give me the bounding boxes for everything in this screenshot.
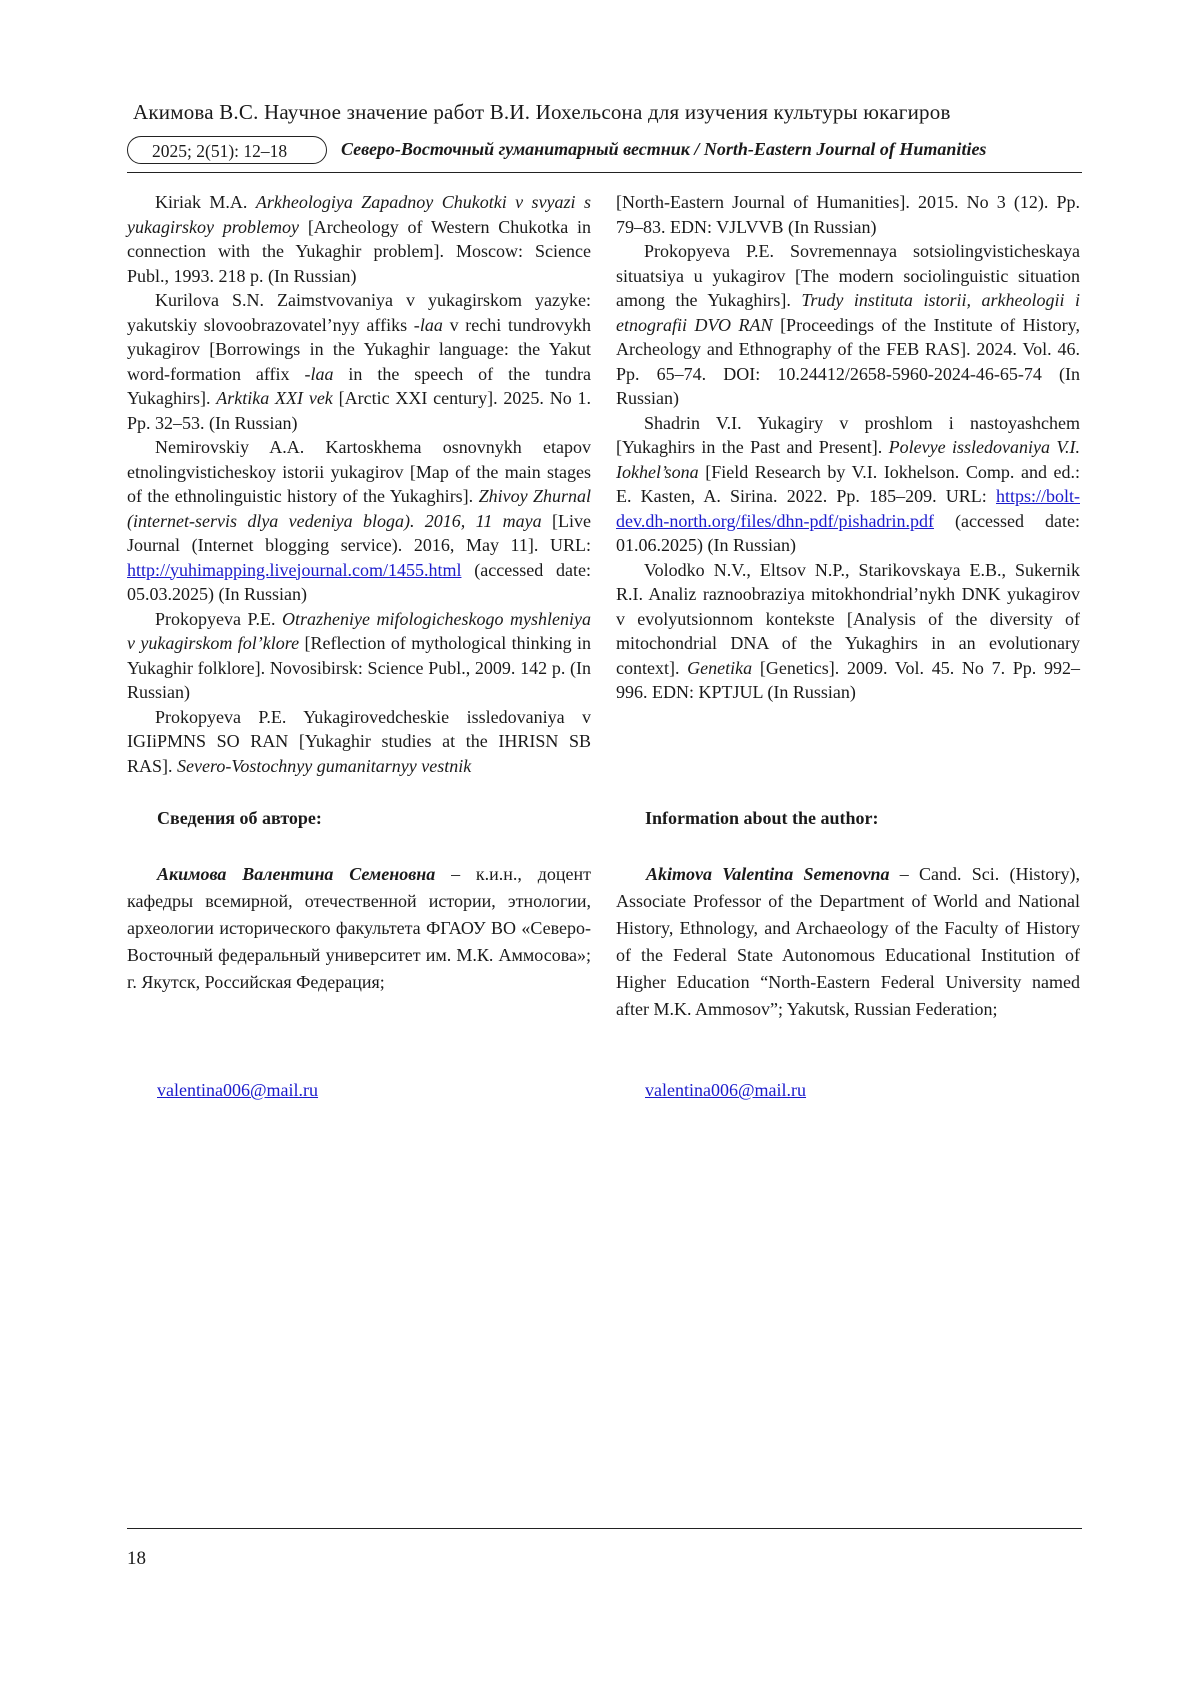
reference-item: Prokopyeva P.E. Otrazheniye mifologicheskogo myshleniya v yukagirskom fol’klore [Reflection of mythological thinking in Yukaghir folklore]. Novosibirsk: Science Publ., 2009. 142 p. (In Russian) [127, 608, 591, 702]
reference-item: Nemirovskiy A.A. Kartoskhema osnovnykh etapov etnolingvisticheskoy istorii yukagirov [Map of the main stages of the ethnolinguistic history of the Yukaghirs]. Zhivoy Zhurnal (internet-servis dlya vedeniya bloga). 2016, 11 maya [Live Journal (Internet blogging service). 2016, May 11]. URL: http://yuhimapping.livejournal.com/1455.html (accessed date: 05.03.2025) (In Russian) [127, 437, 592, 604]
reference-link[interactable]: http://yuhimapping.livejournal.com/1455.html [127, 559, 462, 580]
author-name-en: Akimova Valentina Semenovna [646, 864, 890, 884]
author-info-en: Akimova Valentina Semenovna – Cand. Sci. (History), Associate Professor of the Department of World and National History, Ethnology, and Archaeology of the Faculty of History of the Federal State Autonomous Educational Institution of Higher Education “North-Eastern Federal University named after M.K. Ammosov”; Yakutsk, Russian Federation; [616, 864, 1081, 1019]
author-email-link-en[interactable]: valentina006@mail.ru [645, 1080, 807, 1100]
reference-item: Volodko N.V., Eltsov N.P., Starikovskaya E.B., Sukernik R.I. Analiz raznoobraziya mitokhondrial’nykh DNK yukagirov v evolyutsionnom kontekste [Analysis of the diversity of mitochondrial DNA of the Yukaghirs in an evolutionary context]. Genetika [Genetics]. 2009. Vol. 45. No 7. Pp. 992–996. EDN: KPTJUL (In Russian) [616, 559, 1080, 702]
author-info-ru: Акимова Валентина Семеновна – к.и.н., доцент кафедры всемирной, отечественной истории, этнологии, археологии исторического факультета ФГАОУ ВО «Северо-Восточный федеральный университет им. М.К. Аммосова»; г. Якутск, Российская Федерация; [127, 864, 591, 992]
issue-badge: 2025; 2(51): 12–18 [127, 136, 327, 164]
header-divider [127, 172, 1082, 173]
reference-item: Kiriak M.A. Arkheologiya Zapadnoy Chukotki v svyazi s yukagirskoy problemoy [Archeology of Western Chukotka in connection with the Yukaghir problem]. Moscow: Science Publ., 1993. 218 p. (In Russian) [127, 192, 591, 286]
reference-link[interactable]: https://bolt-dev.dh-north.org/files/dhn-pdf/pishadrin.pdf [616, 486, 1080, 531]
author-info-heading-ru: Сведения об авторе: [157, 808, 322, 828]
reference-continuation: [North-Eastern Journal of Humanities]. 2015. No 3 (12). Pp. 79–83. EDN: VJLVVB (In Russian) [616, 192, 1080, 237]
page-number: 18 [127, 1548, 146, 1569]
reference-item: Prokopyeva P.E. Sovremennaya sotsiolingvisticheskaya situatsiya u yukagirov [The modern sociolinguistic situation among the Yukaghirs]. Trudy instituta istorii, arkheologii i etnografii DVO RAN [Proceedings of the Institute of History, Archeology and Ethnography of the FEB RAS]. 2024. Vol. 46. Pp. 65–74. DOI: 10.24412/2658-5960-2024-46-65-74 (In Russian) [616, 241, 1081, 408]
footer-divider [127, 1528, 1082, 1529]
reference-item: Kurilova S.N. Zaimstvovaniya v yukagirskom yazyke: yakutskiy slovoobrazovatel’nyy affiks -laa v rechi tundrovykh yukagirov [Borrowings in the Yukaghir language: the Yakut word-formation affix -laa in the speech of the tundra Yukaghirs]. Arktika XXI vek [Arctic XXI century]. 2025. No 1. Pp. 32–53. (In Russian) [127, 290, 591, 433]
author-email-link-ru[interactable]: valentina006@mail.ru [157, 1080, 319, 1100]
reference-item: Shadrin V.I. Yukagiry v proshlom i nastoyashchem [Yukaghirs in the Past and Present]. Polevye issledovaniya V.I. Iokhel’sona [Field Research by V.I. Iokhelson. Comp. and ed.: E. Kasten, A. Sirina. 2022. Pp. 185–209. URL: https://bolt-dev.dh-north.org/files/dhn-pdf/pishadrin.pdf (accessed date: 01.06.2025) (In Russian) [616, 412, 1080, 555]
reference-item: Prokopyeva P.E. Yukagirovedcheskie issledovaniya v IGIiPMNS SO RAN [Yukaghir studies at the IHRISN SB RAS]. Severo-Vostochnyy gumanitarnyy vestnik [127, 706, 591, 776]
author-info-heading-en: Information about the author: [645, 808, 879, 828]
author-name-ru: Акимова Валентина Семеновна [157, 864, 436, 884]
references-column-left [127, 190, 591, 778]
references-column-right [616, 190, 1080, 705]
journal-name: Северо-Восточный гуманитарный вестник / North-Eastern Journal of Humanities [341, 139, 987, 159]
article-running-title: Акимова В.С. Научное значение работ В.И. Иохельсона для изучения культуры юкагиров [133, 100, 951, 124]
journal-header [127, 134, 1082, 168]
